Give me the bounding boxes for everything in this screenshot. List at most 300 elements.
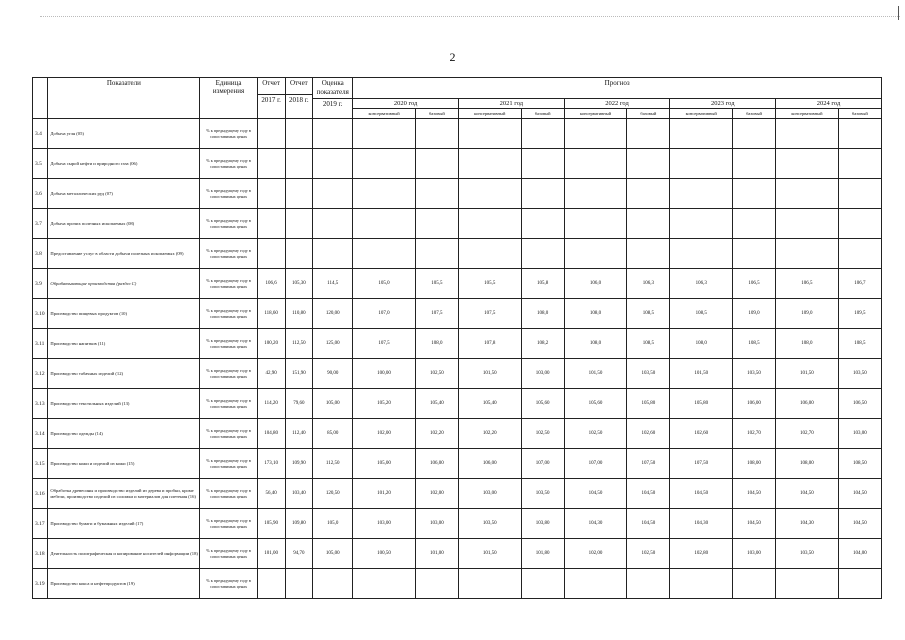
value-cell: 100,50	[353, 539, 416, 569]
value-cell	[564, 209, 627, 239]
value-cell: 109,5	[838, 299, 881, 329]
value-cell	[838, 209, 881, 239]
value-cell: 108,5	[838, 329, 881, 359]
value-cell	[313, 209, 353, 239]
value-cell: 102,50	[564, 419, 627, 449]
unit-cell: % к предыдущему году в сопоставимых ценах	[200, 419, 257, 449]
indicator-name: Производство кожи и изделий из кожи (15)	[48, 449, 200, 479]
value-cell: 102,70	[733, 419, 776, 449]
value-cell: 104,50	[776, 479, 839, 509]
value-cell	[353, 119, 416, 149]
value-cell	[285, 179, 313, 209]
value-cell: 107,5	[415, 299, 458, 329]
value-cell: 105,40	[415, 389, 458, 419]
value-cell: 120,50	[313, 479, 353, 509]
table-row	[33, 389, 882, 419]
table-row	[33, 509, 882, 539]
value-cell: 90,00	[313, 359, 353, 389]
value-cell	[776, 119, 839, 149]
value-cell	[257, 569, 285, 599]
table-row	[33, 539, 882, 569]
forecast-year-header: 2020 год	[353, 99, 459, 109]
table-row	[33, 569, 882, 599]
value-cell	[521, 149, 564, 179]
value-cell: 108,0	[521, 299, 564, 329]
value-cell: 107,00	[564, 449, 627, 479]
value-cell	[285, 149, 313, 179]
header-report-2017	[257, 78, 285, 119]
value-cell: 112,50	[285, 329, 313, 359]
header-unit: Единица измерения	[200, 78, 257, 119]
indicator-name: Добыча сырой нефти и природного газа (06)	[48, 149, 200, 179]
header-forecast: Прогноз	[353, 78, 882, 99]
value-cell: 103,80	[521, 509, 564, 539]
row-number: 3.9	[33, 269, 48, 299]
indicator-name: Обрабатывающие производства (раздел С)	[48, 269, 200, 299]
value-cell: 56,40	[257, 479, 285, 509]
value-cell: 102,70	[776, 419, 839, 449]
value-cell	[353, 569, 416, 599]
value-cell: 100,00	[353, 359, 416, 389]
value-cell: 101,20	[353, 479, 416, 509]
value-cell: 103,50	[521, 479, 564, 509]
scan-mark	[898, 6, 899, 20]
value-cell: 109,80	[285, 509, 313, 539]
value-cell	[733, 569, 776, 599]
value-cell	[313, 569, 353, 599]
value-cell: 105,90	[257, 509, 285, 539]
value-cell: 105,00	[353, 449, 416, 479]
value-cell: 106,5	[776, 269, 839, 299]
value-cell: 104,50	[733, 479, 776, 509]
row-number: 3.18	[33, 539, 48, 569]
value-cell	[285, 209, 313, 239]
value-cell: 105,5	[415, 269, 458, 299]
value-cell: 107,0	[353, 299, 416, 329]
unit-cell: % к предыдущему году в сопоставимых ценах	[200, 149, 257, 179]
value-cell: 102,50	[627, 539, 670, 569]
forecast-year-header: 2022 год	[564, 99, 670, 109]
unit-cell: % к предыдущему году в сопоставимых ценах	[200, 329, 257, 359]
value-cell	[415, 239, 458, 269]
value-cell: 112,50	[313, 449, 353, 479]
value-cell: 104,50	[564, 479, 627, 509]
value-cell: 104,50	[627, 509, 670, 539]
value-cell	[313, 119, 353, 149]
value-cell: 103,50	[733, 359, 776, 389]
table-row	[33, 359, 882, 389]
table-row	[33, 269, 882, 299]
value-cell: 104,50	[627, 479, 670, 509]
value-cell	[564, 149, 627, 179]
variant-conservative: консервативный	[353, 109, 416, 119]
value-cell	[564, 569, 627, 599]
value-cell: 120,00	[313, 299, 353, 329]
variant-basic: базовый	[627, 109, 670, 119]
value-cell: 105,30	[285, 269, 313, 299]
value-cell	[521, 569, 564, 599]
value-cell	[285, 119, 313, 149]
value-cell: 106,5	[733, 269, 776, 299]
value-cell: 102,50	[415, 359, 458, 389]
unit-cell: % к предыдущему году в сопоставимых ценах	[200, 269, 257, 299]
variant-conservative: консервативный	[670, 109, 733, 119]
report-label: Отчет	[289, 79, 308, 87]
value-cell	[670, 569, 733, 599]
value-cell	[733, 179, 776, 209]
value-cell: 106,3	[670, 269, 733, 299]
indicator-name: Производство кокса и нефтепродуктов (19)	[48, 569, 200, 599]
value-cell: 104,50	[838, 509, 881, 539]
value-cell: 101,00	[257, 539, 285, 569]
indicator-name: Производство табачных изделий (12)	[48, 359, 200, 389]
value-cell	[838, 239, 881, 269]
value-cell: 104,30	[670, 509, 733, 539]
forecast-table	[32, 77, 882, 599]
unit-cell: % к предыдущему году в сопоставимых ценах	[200, 539, 257, 569]
value-cell	[733, 239, 776, 269]
row-number: 3.13	[33, 389, 48, 419]
value-cell: 108,0	[776, 329, 839, 359]
unit-cell: % к предыдущему году в сопоставимых ценах	[200, 569, 257, 599]
value-cell: 42,90	[257, 359, 285, 389]
value-cell: 109,90	[285, 449, 313, 479]
value-cell: 108,5	[733, 329, 776, 359]
value-cell: 103,00	[838, 419, 881, 449]
header-estimate-2019	[313, 78, 353, 119]
value-cell: 106,7	[838, 269, 881, 299]
value-cell	[313, 179, 353, 209]
unit-cell: % к предыдущему году в сопоставимых ценах	[200, 239, 257, 269]
value-cell	[521, 119, 564, 149]
value-cell: 106,0	[564, 269, 627, 299]
value-cell: 104,30	[564, 509, 627, 539]
value-cell	[415, 119, 458, 149]
value-cell: 105,0	[313, 509, 353, 539]
value-cell	[285, 569, 313, 599]
value-cell: 103,50	[458, 509, 521, 539]
value-cell	[564, 239, 627, 269]
value-cell: 108,00	[733, 449, 776, 479]
value-cell: 85,00	[313, 419, 353, 449]
value-cell	[776, 149, 839, 179]
value-cell: 107,00	[521, 449, 564, 479]
row-number: 3.12	[33, 359, 48, 389]
value-cell: 105,00	[313, 389, 353, 419]
value-cell: 125,00	[313, 329, 353, 359]
indicator-name: Добыча прочих полезных ископаемых (08)	[48, 209, 200, 239]
value-cell	[670, 119, 733, 149]
value-cell	[670, 149, 733, 179]
value-cell	[257, 239, 285, 269]
value-cell: 106,6	[257, 269, 285, 299]
value-cell: 112,40	[285, 419, 313, 449]
value-cell: 105,00	[313, 539, 353, 569]
variant-basic: базовый	[415, 109, 458, 119]
scan-noise	[40, 16, 900, 18]
variant-conservative: консервативный	[564, 109, 627, 119]
value-cell: 110,80	[285, 299, 313, 329]
value-cell: 108,0	[564, 299, 627, 329]
value-cell	[776, 569, 839, 599]
year-2017: 2017 г.	[258, 94, 285, 105]
value-cell: 107,5	[353, 329, 416, 359]
value-cell: 104,30	[776, 509, 839, 539]
value-cell: 101,50	[458, 359, 521, 389]
value-cell: 103,50	[838, 359, 881, 389]
value-cell: 108,50	[838, 449, 881, 479]
value-cell	[521, 239, 564, 269]
value-cell: 104,50	[733, 509, 776, 539]
value-cell	[458, 179, 521, 209]
forecast-year-header: 2024 год	[776, 99, 882, 109]
header-num-cell	[33, 78, 48, 119]
value-cell: 104,00	[838, 539, 881, 569]
value-cell	[415, 569, 458, 599]
value-cell: 108,0	[670, 329, 733, 359]
value-cell: 102,00	[415, 479, 458, 509]
value-cell: 94,70	[285, 539, 313, 569]
value-cell: 118,60	[257, 299, 285, 329]
unit-cell: % к предыдущему году в сопоставимых ценах	[200, 359, 257, 389]
unit-cell: % к предыдущему году в сопоставимых ценах	[200, 119, 257, 149]
value-cell: 103,00	[521, 359, 564, 389]
value-cell: 105,60	[521, 389, 564, 419]
variant-basic: базовый	[521, 109, 564, 119]
value-cell	[458, 149, 521, 179]
header-indicators: Показатели	[48, 78, 200, 119]
unit-cell: % к предыдущему году в сопоставимых ценах	[200, 509, 257, 539]
indicator-name: Производство пищевых продуктов (10)	[48, 299, 200, 329]
unit-cell: % к предыдущему году в сопоставимых ценах	[200, 299, 257, 329]
value-cell	[257, 209, 285, 239]
value-cell: 103,00	[733, 539, 776, 569]
value-cell: 105,60	[564, 389, 627, 419]
value-cell	[415, 209, 458, 239]
table-row	[33, 329, 882, 359]
value-cell: 106,00	[458, 449, 521, 479]
value-cell	[838, 179, 881, 209]
value-cell	[776, 179, 839, 209]
row-number: 3.4	[33, 119, 48, 149]
page-number: 2	[449, 50, 456, 64]
value-cell	[670, 209, 733, 239]
value-cell	[353, 179, 416, 209]
year-2019: 2019 г.	[313, 98, 352, 109]
value-cell: 101,50	[458, 539, 521, 569]
value-cell	[627, 179, 670, 209]
value-cell: 101,80	[521, 539, 564, 569]
value-cell	[627, 569, 670, 599]
value-cell	[627, 239, 670, 269]
value-cell: 114,20	[257, 389, 285, 419]
row-number: 3.16	[33, 479, 48, 509]
value-cell: 108,0	[564, 329, 627, 359]
table-row	[33, 119, 882, 149]
value-cell: 79,60	[285, 389, 313, 419]
table-row	[33, 449, 882, 479]
value-cell: 104,80	[257, 419, 285, 449]
value-cell	[670, 179, 733, 209]
value-cell	[776, 239, 839, 269]
value-cell: 108,2	[521, 329, 564, 359]
value-cell	[521, 209, 564, 239]
value-cell	[627, 149, 670, 179]
indicator-name: Обработка древесины и производство изделий из дерева и пробки, кроме мебели, производство изделий из соломки и материалов для плетения (16)	[48, 479, 200, 509]
row-number: 3.14	[33, 419, 48, 449]
value-cell: 109,0	[733, 299, 776, 329]
value-cell	[521, 179, 564, 209]
indicator-name: Предоставление услуг в области добычи полезных ископаемых (09)	[48, 239, 200, 269]
forecast-year-header: 2021 год	[458, 99, 564, 109]
value-cell	[733, 119, 776, 149]
year-2018: 2018 г.	[286, 94, 313, 105]
value-cell: 102,60	[670, 419, 733, 449]
value-cell: 102,20	[415, 419, 458, 449]
value-cell	[257, 149, 285, 179]
value-cell: 173,10	[257, 449, 285, 479]
value-cell: 105,0	[353, 269, 416, 299]
value-cell	[564, 119, 627, 149]
value-cell	[564, 179, 627, 209]
value-cell	[415, 149, 458, 179]
value-cell	[285, 239, 313, 269]
row-number: 3.11	[33, 329, 48, 359]
unit-cell: % к предыдущему году в сопоставимых ценах	[200, 479, 257, 509]
value-cell	[415, 179, 458, 209]
value-cell: 106,50	[838, 389, 881, 419]
unit-cell: % к предыдущему году в сопоставимых ценах	[200, 449, 257, 479]
row-number: 3.17	[33, 509, 48, 539]
row-number: 3.7	[33, 209, 48, 239]
unit-cell: % к предыдущему году в сопоставимых ценах	[200, 209, 257, 239]
row-number: 3.8	[33, 239, 48, 269]
value-cell: 105,80	[670, 389, 733, 419]
table-row	[33, 479, 882, 509]
table-row	[33, 209, 882, 239]
value-cell: 103,40	[285, 479, 313, 509]
value-cell	[458, 569, 521, 599]
table-row	[33, 149, 882, 179]
estimate-label: Оценка показателя	[316, 79, 349, 96]
value-cell	[776, 209, 839, 239]
value-cell: 104,50	[838, 479, 881, 509]
value-cell: 103,50	[776, 539, 839, 569]
value-cell: 104,50	[670, 479, 733, 509]
value-cell	[733, 209, 776, 239]
indicator-name: Производство напитков (11)	[48, 329, 200, 359]
value-cell	[838, 569, 881, 599]
value-cell: 105,40	[458, 389, 521, 419]
row-number: 3.6	[33, 179, 48, 209]
variant-conservative: консервативный	[776, 109, 839, 119]
value-cell: 106,00	[733, 389, 776, 419]
value-cell: 109,0	[776, 299, 839, 329]
value-cell	[670, 239, 733, 269]
row-number: 3.5	[33, 149, 48, 179]
table-row	[33, 179, 882, 209]
value-cell: 100,20	[257, 329, 285, 359]
value-cell: 106,3	[627, 269, 670, 299]
value-cell: 102,80	[670, 539, 733, 569]
value-cell	[257, 179, 285, 209]
value-cell	[313, 239, 353, 269]
value-cell: 108,00	[776, 449, 839, 479]
value-cell	[627, 119, 670, 149]
value-cell: 102,60	[627, 419, 670, 449]
value-cell: 151,90	[285, 359, 313, 389]
value-cell	[458, 119, 521, 149]
table-row	[33, 239, 882, 269]
variant-basic: базовый	[733, 109, 776, 119]
value-cell	[627, 209, 670, 239]
value-cell: 106,00	[415, 449, 458, 479]
value-cell: 107,50	[670, 449, 733, 479]
unit-cell: % к предыдущему году в сопоставимых ценах	[200, 179, 257, 209]
value-cell: 103,50	[627, 359, 670, 389]
table-row	[33, 419, 882, 449]
value-cell: 103,00	[353, 509, 416, 539]
value-cell: 103,00	[415, 509, 458, 539]
row-number: 3.10	[33, 299, 48, 329]
value-cell: 114,5	[313, 269, 353, 299]
indicator-name: Производство одежды (14)	[48, 419, 200, 449]
report-label: Отчет	[262, 79, 281, 87]
value-cell: 107,5	[458, 299, 521, 329]
value-cell: 101,50	[776, 359, 839, 389]
value-cell	[353, 149, 416, 179]
value-cell: 102,50	[521, 419, 564, 449]
value-cell: 101,00	[415, 539, 458, 569]
value-cell: 107,8	[458, 329, 521, 359]
value-cell	[458, 209, 521, 239]
value-cell: 107,50	[627, 449, 670, 479]
indicator-name: Производство текстильных изделий (13)	[48, 389, 200, 419]
value-cell: 102,20	[458, 419, 521, 449]
value-cell: 108,5	[627, 329, 670, 359]
value-cell: 108,5	[670, 299, 733, 329]
variant-conservative: консервативный	[458, 109, 521, 119]
header-report-2018	[285, 78, 313, 119]
value-cell: 102,00	[564, 539, 627, 569]
unit-cell: % к предыдущему году в сопоставимых ценах	[200, 389, 257, 419]
value-cell	[257, 119, 285, 149]
value-cell: 105,5	[458, 269, 521, 299]
variant-basic: базовый	[838, 109, 881, 119]
value-cell	[353, 209, 416, 239]
value-cell: 103,00	[458, 479, 521, 509]
indicator-name: Производство бумаги и бумажных изделий (17)	[48, 509, 200, 539]
indicator-name: Добыча металлических руд (07)	[48, 179, 200, 209]
value-cell	[353, 239, 416, 269]
value-cell	[733, 149, 776, 179]
value-cell: 101,50	[564, 359, 627, 389]
value-cell: 105,20	[353, 389, 416, 419]
value-cell	[838, 119, 881, 149]
table-row	[33, 299, 882, 329]
value-cell: 106,00	[776, 389, 839, 419]
indicator-name: Добыча угля (05)	[48, 119, 200, 149]
forecast-year-header: 2023 год	[670, 99, 776, 109]
value-cell	[458, 239, 521, 269]
value-cell: 105,8	[521, 269, 564, 299]
value-cell: 105,80	[627, 389, 670, 419]
value-cell: 101,50	[670, 359, 733, 389]
indicator-name: Деятельность полиграфическая и копирование носителей информации (18)	[48, 539, 200, 569]
row-number: 3.15	[33, 449, 48, 479]
row-number: 3.19	[33, 569, 48, 599]
value-cell: 102,00	[353, 419, 416, 449]
